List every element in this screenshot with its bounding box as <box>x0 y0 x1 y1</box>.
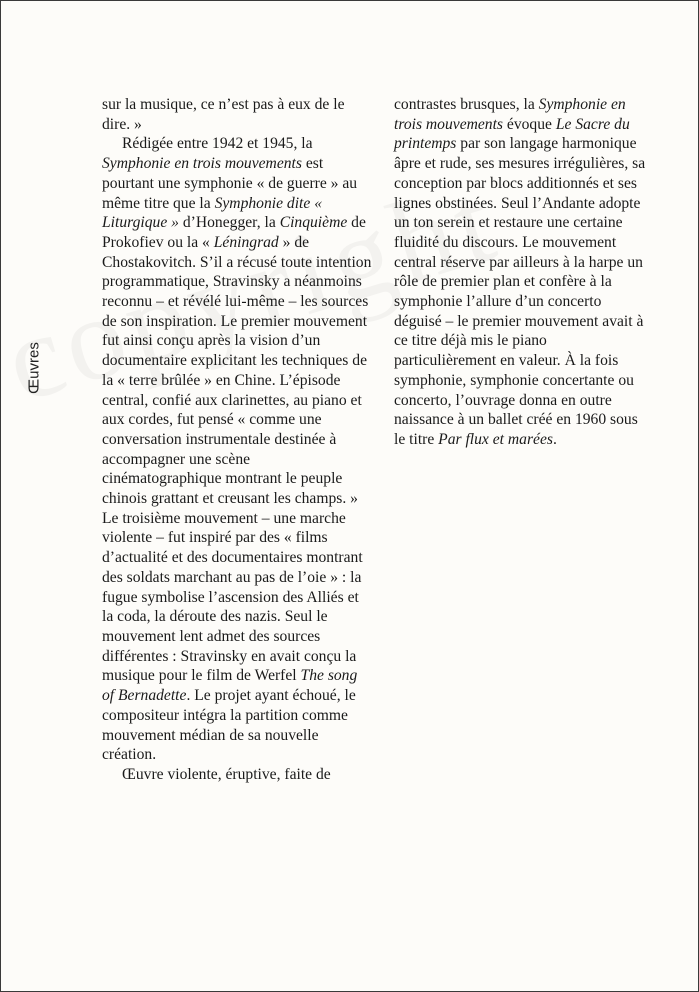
paragraph-4: contrastes brusques, la Symphonie en trois mouvements évoque Le Sacre du printemps par son langage harmonique âpre et rude, ses mesures irrégulières, sa conception par blocs additionnés et ses lignes obstinées. Seul l’Andante adopte un ton serein et restaure une certaine fluidité du discours. Le mouvement central réserve par ailleurs à la harpe un rôle de premier plan et confère à la symphonie l’allure d’un concerto déguisé – le premier mouvement avait à ce titre déjà mis le piano particulièrement en valeur. À la fois symphonie, symphonie concertante ou concerto, l’ouvrage donna en outre naissance à un ballet créé en 1960 sous le titre Par flux et marées. <box>394 96 646 448</box>
section-label-text: Œuvres <box>25 342 43 394</box>
paragraph-3: Œuvre violente, éruptive, faite de <box>122 765 331 783</box>
paragraph-2: Rédigée entre 1942 et 1945, la Symphonie en trois mouvements est pourtant une symphonie « de guerre » au même titre que la Symphonie dite « Liturgique » d’Honegger, la Cinquième de Prokofiev ou la « Léningrad » de Chostakovitch. S’il a récusé toute intention programmatique, Stravinsky a néanmoins reconnu – et révélé lui-même – les sources de son inspiration. Le premier mouvement fut ainsi conçu après la vision d’un documentaire explicitant les techniques de la « terre brûlée » en Chine. L’épisode central, confié aux clarinettes, au piano et aux cordes, fut pensé « comme une conversation instrumentale destinée à accompagner une scène cinématographique montrant le peuple chinois grattant et creusant les champs. » Le troisième mouvement – une marche violente – fut inspiré par des « films d’actualité et des documentaires montrant des soldats marchant au pas de l’oie » : la fugue symbolise l’ascension des Alliés et la coda, la déroute des nazis. Seul le mouvement lent admet des sources différentes : Stravinsky en avait conçu la musique pour le film de Werfel The song of Bernadette. Le projet ayant échoué, le compositeur intégra la partition comme mouvement médian de sa nouvelle création. <box>102 135 372 764</box>
section-label <box>24 328 44 408</box>
left-column <box>102 95 372 785</box>
paragraph-1: sur la musique, ce n’est pas à eux de le dire. » <box>102 96 345 133</box>
right-column <box>394 95 649 450</box>
